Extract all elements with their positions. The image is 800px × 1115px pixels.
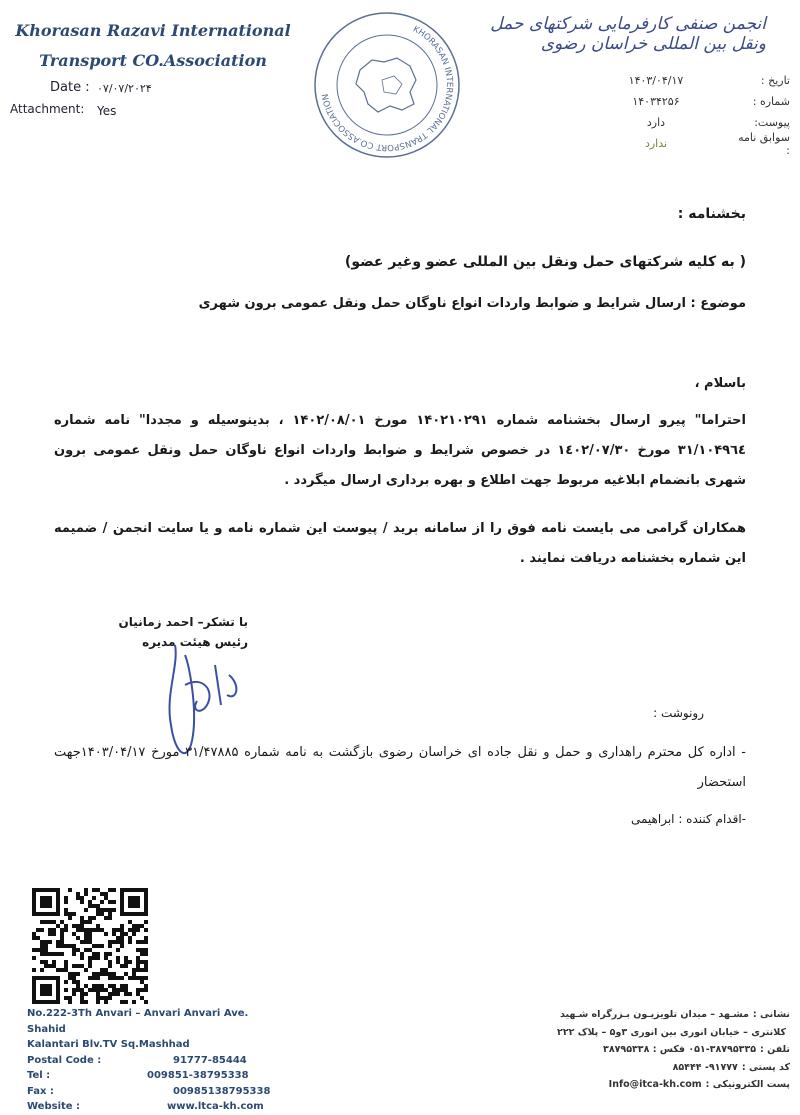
footer-tel-label: Tel : [27, 1070, 51, 1081]
footer-address-fa-value: مشـهد – میدان تلویزیـون بـزرگراه شـهید [559, 1009, 749, 1020]
footer-postal-label: Postal Code : [27, 1054, 102, 1066]
footer-row-fax [27, 1084, 277, 1100]
meta-row-number [580, 91, 790, 112]
footer-right [550, 1006, 790, 1094]
footer-row-website [27, 1099, 277, 1115]
footer-postal-value: 91777-85444 [173, 1054, 247, 1066]
footer-phone-fa-label: تلفن : [760, 1044, 790, 1055]
footer-row-postal-fa [550, 1059, 790, 1077]
meta-row-date [580, 70, 790, 91]
footer-website-link[interactable]: www.ltca-kh.com [167, 1101, 264, 1112]
signature-line2: رئیس هیئت مدیره [142, 635, 248, 649]
org-name-en [0, 16, 306, 76]
footer-website-label: Website : [27, 1101, 81, 1112]
letter-recipients: ( به کلیه شرکتهای حمل ونقل بین المللی عضو وغیر عضو) [344, 254, 746, 270]
footer-postal-fa-value: ۹۱۷۷۷- ۸۵۴۴۴ [672, 1061, 738, 1073]
footer-address-fa-label: نشانی : [752, 1009, 790, 1020]
org-name-en-line2: Transport CO.Association [39, 51, 267, 70]
letter-meta [580, 70, 790, 157]
letter-title: بخشنامه : [677, 206, 746, 222]
footer-row-address-fa-2 [550, 1024, 790, 1042]
meta-date-label: تاریخ : [760, 74, 790, 87]
footer-row-postal [27, 1053, 277, 1069]
meta-history-value: ندارد [644, 137, 668, 150]
paragraph-2: همکاران گرامی می بایست نامه فوق را از سامانه برید / پیوست این شماره نامه و یا سایت انجمن / ضمیمه این شماره بخشنامه دریافت نمایند . [54, 521, 746, 566]
letter-subject: موضوع : ارسال شرایط و ضوابط واردات انواع ناوگان حمل ونقل عمومی برون شهری [198, 296, 746, 311]
org-name-en-line1: Khorasan Razavi International [15, 21, 291, 40]
footer-row-address-fa [550, 1006, 790, 1024]
footer-fax-label: Fax : [27, 1085, 54, 1097]
meta-number-value: ۱۴۰۳۴۲۵۶ [632, 95, 680, 108]
footer-address-fa-2-label [786, 1024, 790, 1042]
svg-text:KHORASAN INTERNATIONAL TRANSPO [321, 24, 454, 152]
footer-row-tel [27, 1068, 277, 1084]
qr-code [32, 888, 148, 1004]
cc-heading: رونوشت : [653, 706, 704, 720]
footer-address-fa-2-value: کلانتری – خیابان انوری بین انوری ۳و۵ – پلاک ۲۲۲ [557, 1026, 786, 1038]
meta-attachment-label: پیوست: [754, 116, 790, 129]
cc-action: -اقدام کننده : ابراهیمی [630, 812, 746, 826]
paragraph-1: احتراما" پیرو ارسال بخشنامه شماره ۱۴۰۲۱۰۲۹۱ مورخ ۱۴۰۲/۰۸/۰۱ ، بدینوسیله و مجددا" نامه شماره ۳۱/۱۰۴۹٦٤ مورخ ۱٤۰۲/۰۷/۳۰ در خصوص شرایط و ضوابط واردات انواع ناوگان حمل ونقل عمومی برون شهری بانضمام ابلاغیه مربوط جهت اطلاع و بهره برداری ارسال میگردد . [54, 413, 746, 488]
footer-row-phone-fa [550, 1041, 790, 1059]
letter-greeting: باسلام ، [694, 376, 746, 391]
footer-phone-fa-value: ۰۵۱-۳۸۷۹۵۳۳۵ فکس : ۳۸۷۹۵۳۳۸ [603, 1044, 757, 1055]
attachment-value: Yes [97, 104, 117, 118]
date-value: ۰۷/۰۷/۲۰۲۴ [97, 82, 152, 95]
footer-postal-fa-label: کد پستی : [741, 1061, 790, 1073]
meta-number-label: شماره : [752, 95, 790, 108]
footer-email-link[interactable]: Info@itca-kh.com [608, 1079, 702, 1090]
meta-attachment-value: دارد [646, 116, 666, 129]
attachment-label: Attachment: [10, 102, 85, 116]
footer-fax-value: 00985138795338 [173, 1085, 271, 1097]
cc-line: - اداره کل محترم راهداری و حمل و نقل جاده ای خراسان رضوی بازگشت به نامه شماره ۳۱/۴۷۸۸۵ مورخ ۱۴۰۳/۰۴/۱۷جهت استحضار [54, 745, 746, 790]
meta-row-history [580, 130, 790, 157]
date-label: Date : [50, 80, 90, 95]
footer-tel-value: 009851-38795338 [147, 1070, 249, 1081]
signature-line1: با تشکر– احمد زمانیان [118, 615, 248, 629]
meta-date-value: ۱۴۰۳/۰۴/۱۷ [628, 74, 684, 87]
meta-history-label: سوابق نامه : [738, 130, 790, 157]
footer-address-en-2: Kalantari Blv.TV Sq.Mashhad [27, 1039, 190, 1050]
footer-left [27, 1006, 277, 1115]
seal-logo [312, 10, 462, 160]
seal-text: KHORASAN INTERNATIONAL TRANSPORT CO.ASSOCIATION [320, 24, 455, 153]
footer-email-label: پست الکترونیکی : [705, 1079, 790, 1090]
org-name-fa: انجمن صنفی کارفرمایی شرکتهای حمل ونقل بین المللی خراسان رضوی [490, 14, 766, 54]
footer-row-email [550, 1076, 790, 1094]
footer-address-en-1: No.222-3Th Anvari – Anvari Anvari Ave. Shahid [27, 1008, 249, 1035]
